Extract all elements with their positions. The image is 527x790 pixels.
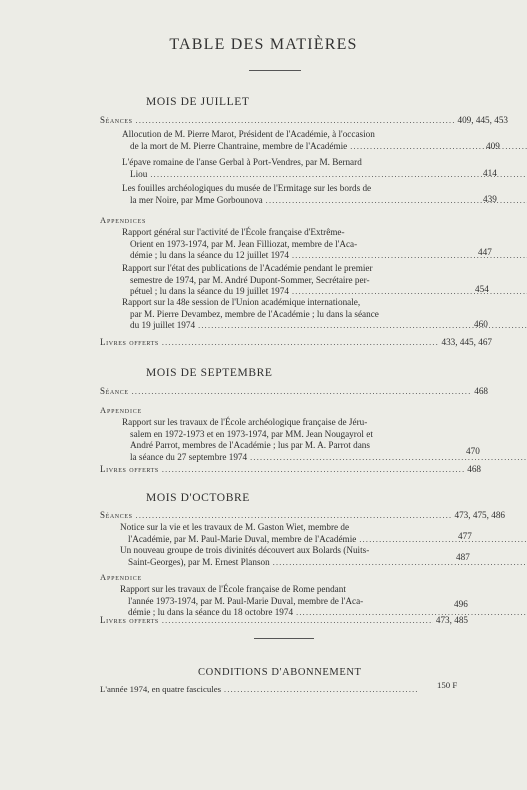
entry-line: Rapport sur l'état des publications de l'Académie pendant le premier [122,263,373,273]
entry-line-last [122,250,467,262]
abonnement-line [100,683,420,696]
entry-epave [122,157,467,180]
abonnement-heading: CONDITIONS D'ABONNEMENT [198,667,362,678]
entry-line: semestre de 1974, par M. André Dupont-Sommer, Secrétaire per- [130,274,370,285]
entry-notice-wiet [120,522,455,545]
dot-leader [350,142,527,151]
appendices-heading: Appendices [100,215,147,225]
entry-line-text: l'Académie, par M. Paul-Marie Duval, membre de l'Académie [128,533,357,544]
livres-line-juillet [100,336,492,349]
livres-line-octobre [100,614,468,627]
dot-leader [162,615,433,627]
entry-line: l'année 1973-1974, par M. Paul-Marie Duval, membre de l'Aca- [128,595,364,606]
seances-label: Séances [100,510,133,520]
appendice-heading: Appendice [100,405,143,415]
entry-line-text: Liou [130,168,148,179]
entry-divinites [120,545,455,568]
dot-leader [292,287,527,296]
entry-line-last [122,141,467,153]
page-title: TABLE DES MATIÈRES [169,36,358,53]
livres-label: Livres offerts [100,337,159,347]
page-number: 477 [458,531,472,541]
page-number: 439 [483,194,497,204]
title-rule [249,70,301,71]
appendix-jerusalem [122,417,467,463]
entry-line-text: la mer Noire, par Mme Gorbounova [130,194,263,205]
seances-line-juillet [100,114,508,127]
livres-label: Livres offerts [100,615,159,625]
entry-line-text: du 19 juillet 1974 [130,320,196,331]
seances-pages: 409, 445, 453 [457,115,508,125]
entry-line: Rapport général sur l'activité de l'École française d'Extrême- [122,227,345,237]
entry-line-text: la séance du 27 septembre 1974 [130,451,248,462]
entry-line-last [120,534,455,546]
entry-line-text: Saint-Georges), par M. Ernest Planson [128,556,270,567]
abonnement-price: 150 F [437,680,458,690]
seances-label: Séances [100,115,133,125]
entry-line: salem en 1972-1973 et en 1973-1974, par MM. Jean Nougayrol et [130,428,373,439]
entry-line-text: pétuel ; lu dans la séance du 19 juillet 1974 [130,286,289,297]
entry-allocution [122,129,467,152]
livres-label: Livres offerts [100,464,159,474]
month-heading-juillet: MOIS DE JUILLET [146,96,250,108]
livres-pages: 433, 445, 467 [441,337,492,347]
page-number: 470 [466,446,480,456]
seance-line-septembre [100,385,488,398]
dot-leader [359,535,527,544]
dot-leader [132,386,472,398]
entry-fouilles [122,183,467,206]
entry-line: par M. Pierre Devambez, membre de l'Académie ; lu dans la séance [130,308,379,319]
entry-line-text: démie ; lu dans la séance du 18 octobre 1974 [128,607,294,618]
month-heading-septembre: MOIS DE SEPTEMBRE [146,367,273,379]
appendix-union [122,297,467,332]
entry-line-last [122,195,467,207]
section-rule [254,638,314,639]
dot-leader [162,337,439,349]
entry-line: Les fouilles archéologiques du musée de l'Ermitage sur les bords de [122,183,372,193]
livres-line-septembre [100,463,481,476]
dot-leader [136,510,452,522]
page-number: 409 [486,141,500,151]
entry-line: Rapport sur la 48e session de l'Union académique internationale, [122,297,361,307]
livres-pages: 473, 485 [435,615,468,625]
page-number: 487 [456,552,470,562]
appendix-efeo [122,227,467,262]
entry-line: Un nouveau groupe de trois divinités découvert aux Bolards (Nuits- [120,545,370,555]
page-number: 496 [454,599,468,609]
dot-leader [162,464,464,476]
page-number: 447 [478,247,492,257]
entry-line-text: de la mort de M. Pierre Chantraine, membre de l'Académie [130,140,348,151]
dot-leader [150,170,527,179]
month-heading-octobre: MOIS D'OCTOBRE [146,492,250,504]
livres-pages: 468 [467,464,481,474]
entry-line-last [122,320,467,332]
page-number: 460 [474,319,488,329]
dot-leader [273,558,527,567]
dot-leader [250,453,527,462]
page-number: 414 [483,168,497,178]
entry-line: L'épave romaine de l'anse Gerbal à Port-Vendres, par M. Bernard [122,157,362,167]
page-number: 454 [475,284,489,294]
entry-line-last [122,169,467,181]
entry-line-last [120,557,455,569]
seances-pages: 473, 475, 486 [454,510,505,520]
entry-line: Notice sur la vie et les travaux de M. Gaston Wiet, membre de [120,522,350,532]
seances-line-octobre [100,509,505,522]
entry-line-text: démie ; lu dans la séance du 12 juillet 1974 [130,250,289,261]
entry-line: Orient en 1973-1974, par M. Jean Filliozat, membre de l'Aca- [130,238,358,249]
seance-page: 468 [474,386,488,396]
entry-line: Rapport sur les travaux de l'École française de Rome pendant [120,584,346,594]
dot-leader [224,684,417,696]
entry-line: André Parrot, membres de l'Académie ; lus par M. A. Parrot dans [130,440,370,451]
appendix-publications [122,263,467,298]
entry-line: Rapport sur les travaux de l'École archéologique française de Jéru- [122,417,368,427]
abonnement-label: L'année 1974, en quatre fascicules [100,684,222,694]
dot-leader [136,115,455,127]
seance-label: Séance [100,386,129,396]
appendice-heading: Appendice [100,572,143,582]
entry-line-last [122,452,467,464]
entry-line: Allocution de M. Pierre Marot, Président de l'Académie, à l'occasion [122,129,375,139]
